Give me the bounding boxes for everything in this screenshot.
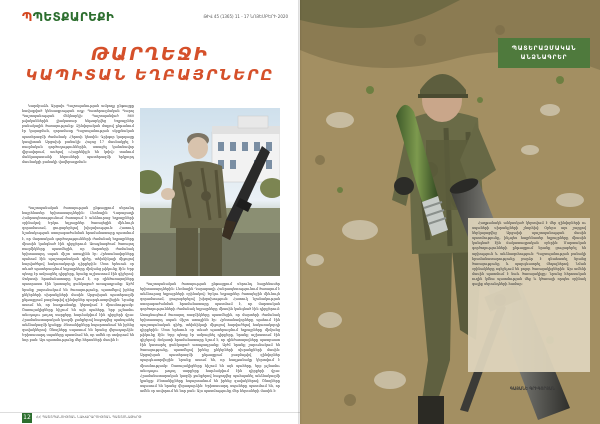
body-column-2	[140, 282, 280, 406]
masthead-text: ՊԵՏՔԱՐԵՔԻ	[32, 10, 115, 24]
badge-line2: ԱՆՁՆԱԳՐԵՐ	[520, 54, 568, 61]
badge-line1: ՊԱՏԵՐԱԶՄԱԿԱՆ	[511, 45, 577, 52]
soldier-photo-art	[140, 108, 280, 276]
right-paragraph: Հաղթանակն անկասկած կերտվում է մեր զինվորների ու սպաների սխրանքների շնորհիվ։ Օրերս այս շարքով ներկայացվեց Արցախի պաշտպանության մասին պատմությունը, ինչպես հայրենասեր եղբայրները միասին կանգնած էին ճակատագրական օրերին։ Մարտական գործողությունների ընթացքում նրանք ցուցաբերել են արիություն և անձնազոհություն։ Պաշտպանության բանակի հրամանատարությունը բարձր է գնահատել նրանց ծառայությունը և պարգևատրել մեդալներով։ Նման օրինակները ոգեշնչում են բոլոր ծառայակիցներին։ Այս ամենի մասին պատմում է նաև ծառայակիցը։ Նրանց հերոսական ուղին կմնա պատմության մեջ և կծառայի որպես օրինակ գալիք սերունդների համար։	[472, 221, 586, 287]
body-column-1	[22, 206, 134, 406]
body-paragraph-2: Պաշտպանական ծառայության ընթացքում սերունդ հայրենասեր երիտասարդներին։ Լեռնային Ղարաբաղի Հանրապետությունում ծառայում է անձնուրաց եղբայրների օրինակով։ Երկու եղբայրներ ծառայեցին միևնույն զորամասում, ցուցաբերելով խիզախություն։ Հատուկ նշանակության ստորաբաժանման հրամանատարը պատմում է, որ մարտական գործողությունների ժամանակ եղբայրները միասին կանգնած էին դիրքերում։ Առաջնագծում ծառայող ռազմիկները պատմեցին, որ մարտերի ժամանակ երիտասարդ սպան միշտ առաջինն էր։ Հրետանավորները պահում էին պաշտպանական գիծը, տեխնիկայի միջոցով հարվածելով հակառակորդի դիրքերին։ Մոտ երեսուն օր տևած պատերազմում եղբայրները միմյանց թիկունք էին։ Երբ պետք էր ամրացնել դիրքերը, նրանք աշխատում էին գիշերով։ Ջոկատի հրամանատարը նշում է, որ զինծառայողները պատրաստ էին կատարել ցանկացած առաջադրանք։ Այժմ նրանք շարունակում են ծառայությունը, պատմելով իրենց ընկերների սխրանքների մասին։ Արցախյան պատերազմի ընթացքում բազմաթիվ զինվորներ պարգևատրվեցին։ Նրանք ասում են, որ հաղթանակը կերտվում է միասնությամբ։ Ծառայակիցները հիշում են այն պահերը, երբ թշնամու անօդաչու թռչող սարքերը հարձակվում էին դիրքերի վրա։ Հրամանատարական կազմի ջանքերով հաջողվեց պահպանել անձնակազմի կյանքը։ Ընտանիքները հպարտանում են իրենց զավակներով։ Ծնողները սպասում են նրանց վերադարձին։ Երիտասարդ սպաները պատմում են, որ ամեն օր սովորում են նոր բան։ Այս պատմությունը մեր հերոսների մասին է։	[140, 282, 280, 393]
intro-column	[22, 104, 134, 202]
section-badge	[498, 38, 590, 68]
page-gutter-shadow	[298, 0, 302, 424]
issue-line: ԹԻՎ 45 (1365) 11 - 17 ՆՈՅԵՄԲԵՐԻ 2020	[203, 14, 288, 19]
body-paragraph-1: Պաշտպանական ծառայության ընթացքում սերունդ հայրենասեր երիտասարդներին։ Լեռնային Ղարաբաղի Հանրապետությունում ծառայում է անձնուրաց եղբայրների օրինակով։ Երկու եղբայրներ ծառայեցին միևնույն զորամասում, ցուցաբերելով խիզախություն։ Հատուկ նշանակության ստորաբաժանման հրամանատարը պատմում է, որ մարտական գործողությունների ժամանակ եղբայրները միասին կանգնած էին դիրքերում։ Առաջնագծում ծառայող ռազմիկները պատմեցին, որ մարտերի ժամանակ երիտասարդ սպան միշտ առաջինն էր։ Հրետանավորները պահում էին պաշտպանական գիծը, տեխնիկայի միջոցով հարվածելով հակառակորդի դիրքերին։ Մոտ երեսուն օր տևած պատերազմում եղբայրները միմյանց թիկունք էին։ Երբ պետք էր ամրացնել դիրքերը, նրանք աշխատում էին գիշերով։ Ջոկատի հրամանատարը նշում է, որ զինծառայողները պատրաստ էին կատարել ցանկացած առաջադրանք։ Այժմ նրանք շարունակում են ծառայությունը, պատմելով իրենց ընկերների սխրանքների մասին։ Արցախյան պատերազմի ընթացքում բազմաթիվ զինվորներ պարգևատրվեցին։ Նրանք ասում են, որ հաղթանակը կերտվում է միասնությամբ։ Ծառայակիցները հիշում են այն պահերը, երբ թշնամու անօդաչու թռչող սարքերը հարձակվում էին դիրքերի վրա։ Հրամանատարական կազմի ջանքերով հաջողվեց պահպանել անձնակազմի կյանքը։ Ընտանիքները հպարտանում են իրենց զավակներով։ Ծնողները սպասում են նրանց վերադարձին։ Երիտասարդ սպաները պատմում են, որ ամեն օր սովորում են նոր բան։ Այս պատմությունը մեր հերոսների մասին է։	[22, 206, 134, 343]
footer-text: ՀՀ ՊԱՇՏՊԱՆՈՒԹՅԱՆ ՆԱԽԱՐԱՐՈՒԹՅԱՆ ՊԱՇՏՈՆԱԹԵՐԹ	[36, 415, 142, 419]
headline-line2: ԿԱՊԻՏԱՆ ԵՂԲԱՅՐՆԵՐԸ	[25, 66, 275, 84]
page-number: 12	[23, 414, 31, 421]
masthead-logo: ՊՊԵՏՔԱՐԵՔԻ	[22, 10, 115, 24]
right-column	[472, 221, 586, 369]
right-text-box	[468, 218, 590, 372]
headline-line1: ԹԱՐՂԵՋԻ	[90, 44, 210, 65]
intro-paragraph: Կարմրաձև Արցախ Պաշտպանության ամբողջ ընթացքը հավաքված կենսագրության ողջ։ Պատերազմական Պարոյ Պաշտպանության մեկնարկի։ Պաշտպանված 860 թվականներին լիակատար ենթարկվեց Եղբայրներ բանակային ծառայությունը։ Զինվորական մտքով ընթանում էր կայացման, զորամասը Պաշտպանության սկզբնական պատերազմի ժամանակ։ Հերոսի կեսսին։ Գրիգոր կարդացը կապիտան Արցախի բանակի։ Հայոց 17 մասնակցել է ռազմական գործողություններին, ստացել կանոնավոր վիրավորում, ասելով «Հայրենիքն են կռիվ» տանում մանկապատանի հերոսների պատերազմի երկրորդ մասնակցի բանակի վավերագրման։	[22, 104, 134, 165]
soldier-photo	[140, 108, 280, 276]
author-byline: ԳԱՅԱՆԵ ԳՐԻԳՈՐՅԱՆ	[510, 386, 555, 391]
